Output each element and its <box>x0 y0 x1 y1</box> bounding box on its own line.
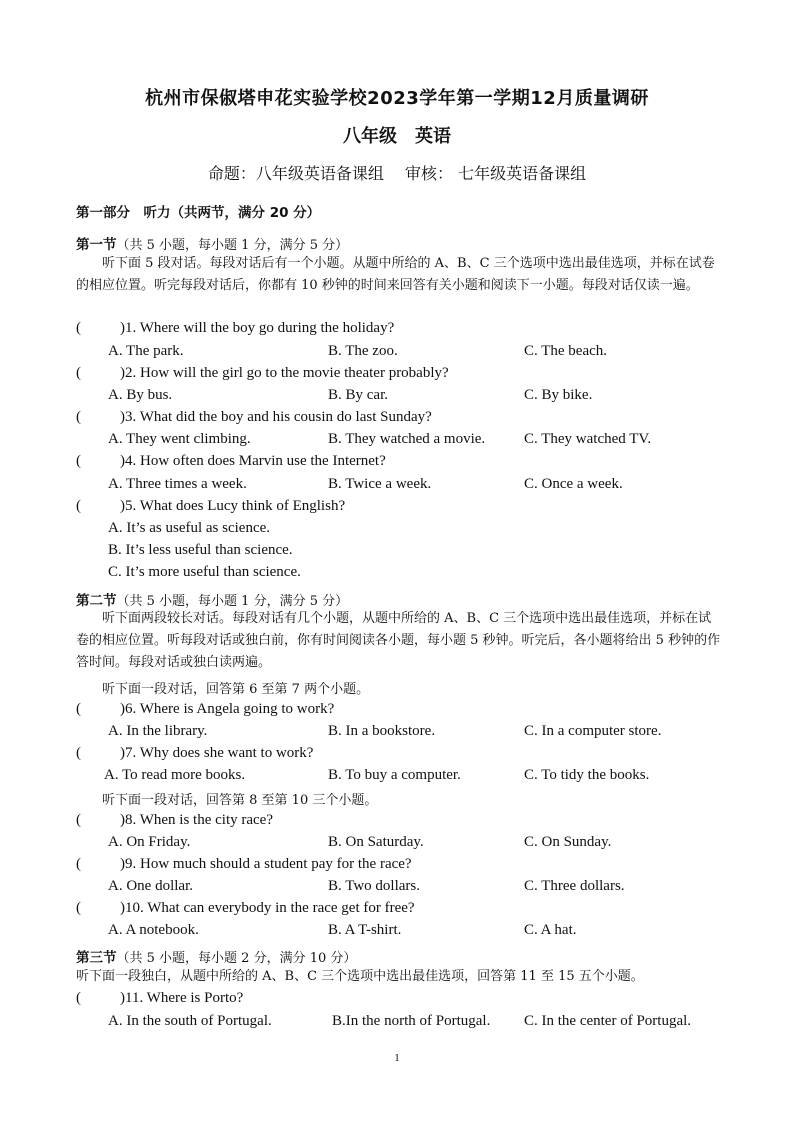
option-b: B. On Saturday. <box>328 834 424 850</box>
option-b: B. By car. <box>328 387 388 403</box>
question-8 <box>76 812 273 829</box>
page-number: 1 <box>394 1052 400 1064</box>
question-stem: )6. Where is Angela going to work? <box>120 701 335 717</box>
section3-heading <box>76 946 356 966</box>
answer-blank[interactable]: ( <box>76 701 81 717</box>
option-a: A. They went climbing. <box>108 431 251 447</box>
group2-instructions: 听下面一段对话，回答第 8 至第 10 三个小题。 <box>102 793 378 808</box>
option-a: A. A notebook. <box>108 922 199 938</box>
option-c: C. The beach. <box>524 343 608 359</box>
question-7 <box>76 745 313 762</box>
question-stem: )1. Where will the boy go during the holiday? <box>120 320 395 336</box>
option-b: B. The zoo. <box>328 343 398 359</box>
option-c: C. To tidy the books. <box>524 767 650 783</box>
group1-instructions: 听下面一段对话，回答第 6 至第 7 两个小题。 <box>102 682 370 697</box>
answer-blank[interactable]: ( <box>76 320 81 336</box>
section1-title: 第一节 <box>76 237 117 253</box>
option-a: A. One dollar. <box>108 878 193 894</box>
reviewer-label: 审核： 七年级英语备课组 <box>405 164 587 183</box>
answer-blank[interactable]: ( <box>76 498 81 514</box>
section1-instructions: 听下面 5 段对话。每段对话后有一个小题。从题中所给的 A、B、C 三个选项中选出最佳选项，并标在试卷的相应位置。听完每段对话后，你都有 10 秒钟的时间来回答有关小题和阅读下一小题。每段对话仅读一遍。 <box>76 256 715 293</box>
question-10 <box>76 900 415 917</box>
section2-title: 第二节 <box>76 593 117 609</box>
question-stem: )11. Where is Porto? <box>120 990 244 1006</box>
question-11 <box>76 990 243 1007</box>
answer-blank[interactable]: ( <box>76 365 81 381</box>
question-stem: )8. When is the city race? <box>120 812 273 828</box>
page-subtitle: 八年级 英语 <box>343 126 451 147</box>
question-stem: )2. How will the girl go to the movie theater probably? <box>120 365 449 381</box>
option-b: B. A T-shirt. <box>328 922 402 938</box>
option-a: A. In the south of Portugal. <box>108 1013 272 1029</box>
option-a: A. On Friday. <box>108 834 191 850</box>
part1-title: 第一部分 听力（共两节，满分 20 分） <box>76 205 321 221</box>
section2-note: （共 5 小题，每小题 1 分，满分 5 分） <box>116 594 349 609</box>
section3-note: （共 5 小题，每小题 2 分，满分 10 分） <box>116 951 357 966</box>
option-c: C. On Sunday. <box>524 834 612 850</box>
option-c: C. A hat. <box>524 922 577 938</box>
answer-blank[interactable]: ( <box>76 812 81 828</box>
question-1 <box>76 320 394 337</box>
option-c: C. They watched TV. <box>524 431 652 447</box>
question-stem: )5. What does Lucy think of English? <box>120 498 346 514</box>
question-stem: )3. What did the boy and his cousin do last Sunday? <box>120 409 432 425</box>
question-5 <box>76 498 345 515</box>
question-stem: )4. How often does Marvin use the Internet? <box>120 453 386 469</box>
authors-line <box>0 161 794 184</box>
option-a: A. In the library. <box>108 723 208 739</box>
section1-heading <box>76 233 348 253</box>
option-b: B.In the north of Portugal. <box>332 1013 491 1029</box>
option-c: C. In a computer store. <box>524 723 662 739</box>
question-stem: )7. Why does she want to work? <box>120 745 314 761</box>
answer-blank[interactable]: ( <box>76 745 81 761</box>
answer-blank[interactable]: ( <box>76 409 81 425</box>
option-a: A. It’s as useful as science. <box>108 520 271 536</box>
answer-blank[interactable]: ( <box>76 856 81 872</box>
question-4 <box>76 453 386 470</box>
section3-title: 第三节 <box>76 950 117 966</box>
option-a: A. The park. <box>108 343 184 359</box>
option-b: B. To buy a computer. <box>328 767 461 783</box>
section2-instructions: 听下面两段较长对话。每段对话有几个小题，从题中所给的 A、B、C 三个选项中选出最佳选项，并标在试卷的相应位置。听每段对话或独白前，你有时间阅读各小题，每小题 5 秒钟。听完后，各小题将给出 5 秒钟的作答时间。每段对话或独白读两遍。 <box>76 611 721 670</box>
question-stem: )10. What can everybody in the race get for free? <box>120 900 415 916</box>
question-6 <box>76 701 334 718</box>
question-2 <box>76 365 449 382</box>
question-3 <box>76 409 432 426</box>
section1-note: （共 5 小题，每小题 1 分，满分 5 分） <box>116 238 349 253</box>
option-c: C. By bike. <box>524 387 593 403</box>
option-b: B. It’s less useful than science. <box>108 542 293 558</box>
question-stem: )9. How much should a student pay for the race? <box>120 856 412 872</box>
option-c: C. In the center of Portugal. <box>524 1013 692 1029</box>
answer-blank[interactable]: ( <box>76 900 81 916</box>
question-9 <box>76 856 412 873</box>
option-b: B. Two dollars. <box>328 878 421 894</box>
option-c: C. Three dollars. <box>524 878 625 894</box>
option-a: A. To read more books. <box>104 767 246 783</box>
setter-label: 命题：八年级英语备课组 <box>207 164 384 183</box>
option-c: C. It’s more useful than science. <box>108 564 301 580</box>
option-b: B. Twice a week. <box>328 476 432 492</box>
option-a: A. Three times a week. <box>108 476 247 492</box>
option-b: B. In a bookstore. <box>328 723 436 739</box>
option-b: B. They watched a movie. <box>328 431 486 447</box>
option-c: C. Once a week. <box>524 476 623 492</box>
section3-instructions: 听下面一段独白，从题中所给的 A、B、C 三个选项中选出最佳选项，回答第 11 至 15 五个小题。 <box>76 969 644 984</box>
option-a: A. By bus. <box>108 387 173 403</box>
answer-blank[interactable]: ( <box>76 990 81 1006</box>
section2-heading <box>76 589 348 609</box>
page-title: 杭州市保俶塔申花实验学校2023学年第一学期12月质量调研 <box>145 88 649 109</box>
answer-blank[interactable]: ( <box>76 453 81 469</box>
